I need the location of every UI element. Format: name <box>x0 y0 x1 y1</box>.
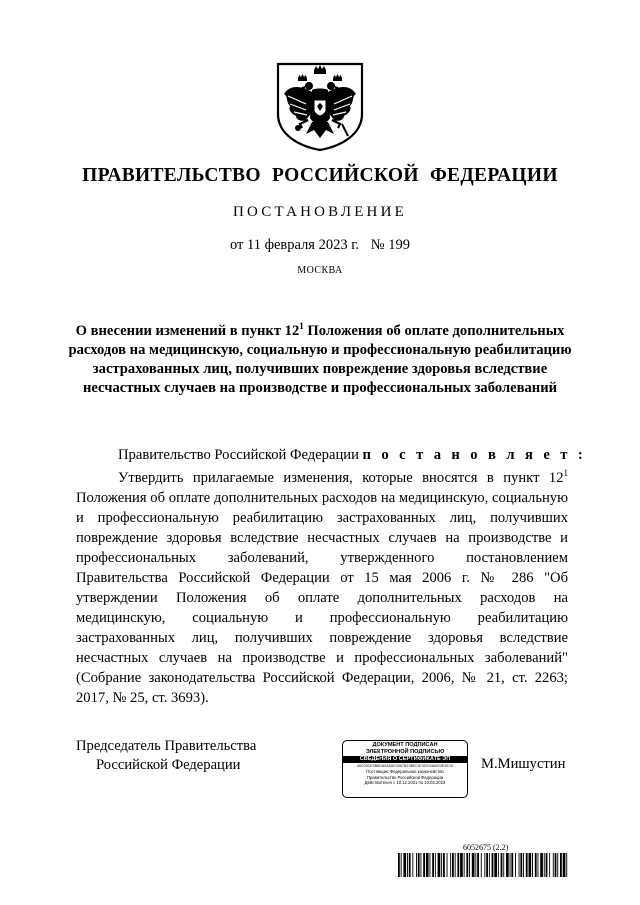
paragraph-start: Утвердить прилагаемые изменения, которые вносятся в пункт 12 <box>118 470 564 486</box>
heading-part-1: О внесении изменений в пункт 12 <box>75 323 300 339</box>
russian-coat-of-arms-emblem <box>276 62 364 152</box>
document-heading <box>60 322 580 398</box>
stamp-line-1: ДОКУМЕНТ ПОДПИСАН <box>372 742 438 748</box>
heading-superscript: 1 <box>299 321 304 332</box>
stamp-issuer-line-1: Поставщик: Федеральное казначейство <box>366 769 444 775</box>
decree-paragraph <box>76 468 568 708</box>
preamble-text: Правительство Российской Федерации <box>118 447 359 463</box>
electronic-signature-stamp <box>342 740 468 798</box>
barcode-number: 6052675 (2.2) <box>463 843 509 852</box>
stamp-certificate-band: СВЕДЕНИЯ О СЕРТИФИКАТЕ ЭП <box>343 756 467 763</box>
document-date: от 11 февраля 2023 г. <box>229 237 360 253</box>
signer-name: М.Мишустин <box>481 756 566 772</box>
decree-word: п о с т а н о в л я е т : <box>362 447 587 463</box>
stamp-validity: Действителен с 10.12.2021 по 10.03.2023 <box>364 779 446 785</box>
heading-part-2: Положения об оплате дополнительных расходов на медицинскую, социальную и профессиональную реабилитацию застрахованных лиц, получивших повреждение здоровья вследствие несчастных случаев на производстве и профессиональных заболеваний <box>68 323 572 396</box>
paragraph-end: Положения об оплате дополнительных расходов на медицинскую, социальную и профессиональную реабилитацию застрахованных лиц, получивших повреждение здоровья вследствие несчастных случаев на производстве и профессиональных заболеваний, утвержденного постановлением Правительства Российской Федерации от 15 мая 2006 г. № 286 "Об утверждении Положения об оплате дополнительных расходов на медицинскую, социальную и профессиональную реабилитацию застрахованных лиц, получивших повреждение здоровья вследствие несчастных случаев на производстве и профессиональных заболеваний" (Собрание законодательства Российской Федерации, 2006, № 21, ст. 2263; 2017, № 25, ст. 3693). <box>76 490 568 706</box>
government-title: ПРАВИТЕЛЬСТВО РОССИЙСКОЙ ФЕДЕРАЦИИ <box>82 165 558 186</box>
signer-title <box>76 737 256 775</box>
preamble <box>118 447 586 464</box>
document-barcode <box>398 853 568 877</box>
document-number: № 199 <box>370 237 411 253</box>
signer-title-line-2: Российской Федерации <box>96 757 241 773</box>
stamp-issuer-line-2: Правительство Российской Федерации <box>366 774 444 780</box>
document-date-line <box>0 237 640 254</box>
stamp-serial: 40C09CE0B5DA0A0AE3067B2285C1E3CE44A0D2E2E10 <box>356 764 454 769</box>
issue-city: МОСКВА <box>297 265 343 276</box>
stamp-line-2: ЭЛЕКТРОННОЙ ПОДПИСЬЮ <box>365 749 445 756</box>
paragraph-superscript: 1 <box>563 468 568 479</box>
signer-title-line-1: Председатель Правительства <box>76 738 257 754</box>
document-type: ПОСТАНОВЛЕНИЕ <box>233 204 407 220</box>
